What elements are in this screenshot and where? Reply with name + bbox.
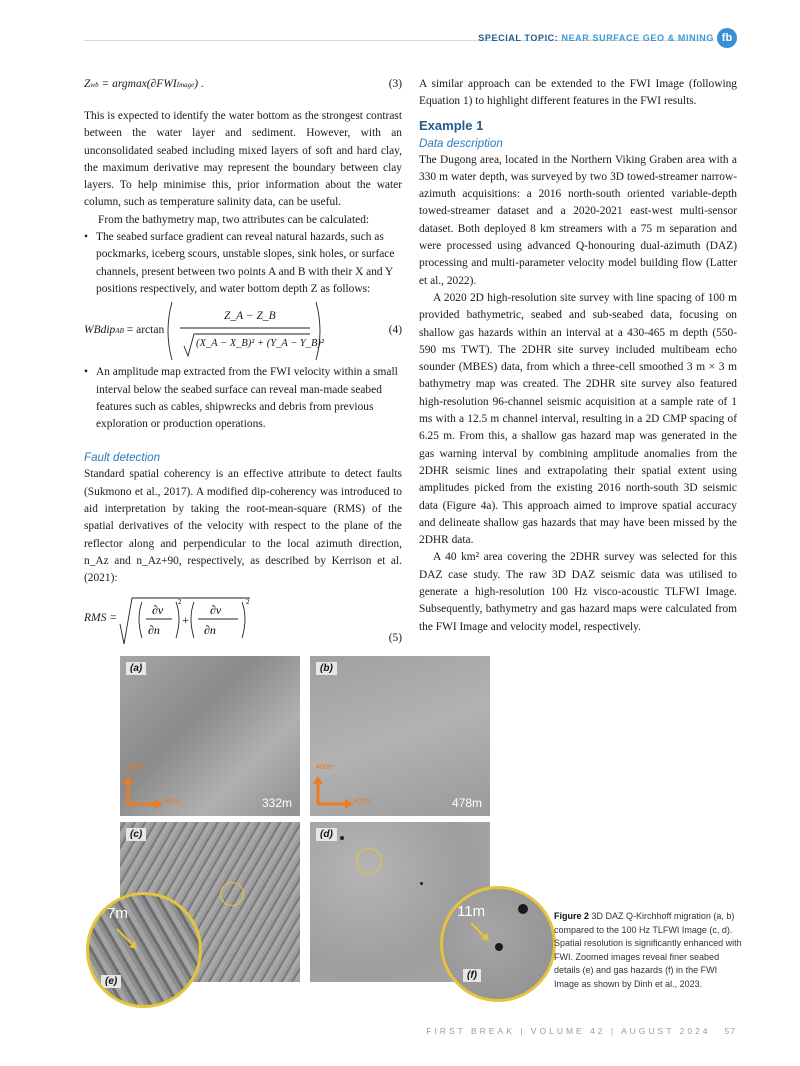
panel-d-highlight-circle: [356, 848, 382, 874]
eq3-end: ) .: [194, 78, 204, 90]
zoom-f: [440, 886, 556, 1002]
zoom-e-scale: 7m: [107, 905, 128, 922]
eq4-fn: = arctan: [126, 324, 165, 337]
zoom-e-label: (e): [101, 975, 121, 988]
subhead-fault-detection: Fault detection: [84, 451, 161, 465]
panel-c-label: (c): [126, 828, 146, 841]
zoom-e: [86, 892, 202, 1008]
gas-spot: [340, 836, 344, 840]
panel-a-scale: 332m: [261, 796, 292, 810]
eq5-number: (5): [388, 631, 402, 644]
eq5-root: [84, 594, 284, 652]
panel-b-axis-horizontal: 400m: [354, 798, 372, 805]
eq4-number: (4): [388, 324, 402, 337]
panel-b-axes: [310, 656, 490, 816]
svg-text:∂n: ∂n: [148, 622, 160, 637]
svg-text:2: 2: [178, 597, 182, 606]
attribute-list: [84, 229, 402, 298]
figure-2: [105, 656, 550, 1006]
zoom-e-arrow-icon: [89, 895, 199, 1005]
first-break-logo-icon: fb: [717, 28, 737, 48]
panel-a-label: (a): [126, 662, 146, 675]
panel-a-axis-horizontal: 400m: [164, 798, 182, 805]
panel-d-label: (d): [316, 828, 337, 841]
panel-c-highlight-circle: [220, 882, 244, 906]
svg-text:+: +: [182, 612, 189, 627]
caption-lead: Figure 2: [554, 911, 590, 921]
svg-text:∂n: ∂n: [204, 622, 216, 637]
paragraph-dugong: The Dugong area, located in the Northern Viking Graben area with a 330 m water depth, was surveyed by two 3D towed-streamer narrow-azimuth acquisitions: a 2016 north-south oriented variable-depth towed-streamer dataset and a 2020-2021 east-west multi-sensor dataset. Both deployed 8 km streamers with a 75 m separation and were processed using advanced Q-honouring dual-azimuth (DAZ) processing and multi-parameter velocity model building flow (Latter et al., 2022).: [419, 153, 737, 287]
eq4-denominator: (X_A − X_B)² + (Y_A − Y_B)²: [196, 338, 325, 350]
panel-b-scale: 478m: [451, 796, 482, 810]
equation-3: [84, 76, 402, 108]
eq4-fraction: [84, 298, 324, 364]
panel-a: [120, 656, 300, 816]
bullet-gradient: • The seabed surface gradient can reveal natural hazards, such as pockmarks, iceberg scours, unstable slopes, sink holes, or surface channels, present between two points A and B with their X and Y positions respectively, and water bottom depth Z as follows:: [84, 229, 402, 298]
heading-example-1: Example 1: [419, 117, 484, 133]
topic-lead: SPECIAL TOPIC:: [478, 33, 559, 43]
topic-name: NEAR SURFACE GEO & MINING: [561, 33, 714, 43]
figure-2-caption: [554, 910, 744, 992]
right-column: [419, 76, 737, 636]
svg-text:∂v: ∂v: [152, 602, 164, 617]
eq3-z: Z: [84, 78, 91, 90]
paragraph-water-bottom: This is expected to identify the water bottom as the strongest contrast between the water layer and sediment. However, with an unconsolidated seabed including mixed layers of soft and hard clay, the maximum derivative may represent the boundary between clay layers. To help minimise this, prior information about the water column, such as temperature salinity data, can be useful.: [84, 110, 402, 209]
eq3-rhs: = argmax(∂FWI: [101, 78, 177, 90]
eq4-lhs: WBdip: [84, 324, 116, 337]
left-column: [84, 76, 402, 652]
gas-spot: [420, 882, 423, 885]
paragraph-case-study: A 40 km² area covering the 2DHR survey was selected for this DAZ case study. The raw 3D DAZ seismic data was utilised to generate a high-resolution 100 Hz visco-acoustic TLFWI Image. Subsequently, bathymetry and gas hazard maps were calculated from the FWI Image and velocity model, respectively.: [419, 551, 737, 633]
eq3-sub: wb: [90, 81, 99, 89]
subhead-data-description: Data description: [419, 136, 503, 150]
eq4-sub: AB: [115, 327, 124, 336]
svg-text:∂v: ∂v: [210, 602, 222, 617]
caption-text: 3D DAZ Q-Kirchhoff migration (a, b) compared to the 100 Hz TLFWI Image (c, d). Spatial resolution is significantly enhanced with FWI. Zoomed images reveal finer seabed details (e) and gas hazards (f) in the FWI Image as shown by Dinh et al., 2023.: [554, 911, 742, 989]
panel-a-axes: [120, 656, 300, 816]
special-topic-header: [478, 33, 714, 43]
eq3-sub2: Image: [176, 81, 195, 89]
panel-b-axis-vertical: 400m: [316, 764, 334, 771]
panel-b: [310, 656, 490, 816]
zoom-f-arrow-icon: [443, 889, 553, 999]
panel-b-label: (b): [316, 662, 337, 675]
paragraph-site-survey: A 2020 2D high-resolution site survey with line spacing of 100 m provided bathymetric, seabed and sub-seabed data, focusing on shallow gas hazards within an interval at a 430-465 m depth (550-590 ms TWT). The 2DHR site survey included multibeam echo sounder (MBES) data, from which a three-cell smoothed 3 m × 3 m bathymetry map was created. The 2DHR site survey also featured high-resolution 96-channel seismic acquisition at a sample rate of 1 ms with a 12.5 m channel interval, resulting in a 2D CMP spacing of 6.25 m. From this, a shallow gas hazard map was generated in the gas warning interval by combining amplitude anomalies from the 2DHR seismic lines and extrapolating their spatial extent using amplitudes picked from the existing 2016 north-south 3D seismic data (Figure 4a). This approach aimed to improve spatial accuracy and delineate shallow gas hazards that may have been missed by the 2DHR data.: [419, 291, 737, 547]
eq4-numerator: Z_A − Z_B: [224, 310, 276, 323]
zoom-f-scale: 11m: [457, 903, 486, 920]
equation-5: [84, 594, 402, 652]
eq3-number: (3): [388, 78, 402, 90]
zoom-f-label: (f): [463, 969, 481, 982]
bullet-amplitude: • An amplitude map extracted from the FWI velocity within a small interval below the seabed surface can reveal man-made seabed features such as cables, shipwrecks and debris from previous exploration or production operations.: [84, 364, 402, 433]
page-footer: [426, 1026, 736, 1036]
paragraph-fwi-image: A similar approach can be extended to the FWI Image (following Equation 1) to highlight different features in the FWI results.: [419, 78, 737, 108]
attribute-list-2: [84, 364, 402, 433]
paragraph-fault: Standard spatial coherency is an effective attribute to detect faults (Sukmono et al., 2017). A modified dip-coherency was introduced to aid interpretation by taking the root-mean-square (RMS) of the spatial derivatives of the velocity with respect to the plane of the reflector along and perpendicular to the local azimuth direction, n_Az and n_Az+90, respectively, as described by Kerrison et al. (2021):: [84, 468, 402, 585]
eq5-lhs: RMS =: [84, 611, 117, 624]
page-number: 57: [724, 1026, 736, 1036]
journal-info: FIRST BREAK | VOLUME 42 | AUGUST 2024: [426, 1026, 711, 1036]
paragraph-bathymetry: From the bathymetry map, two attributes can be calculated:: [98, 213, 370, 226]
svg-text:2: 2: [246, 597, 250, 606]
panel-a-axis-vertical: 400m: [126, 764, 144, 771]
equation-4: [84, 298, 402, 364]
